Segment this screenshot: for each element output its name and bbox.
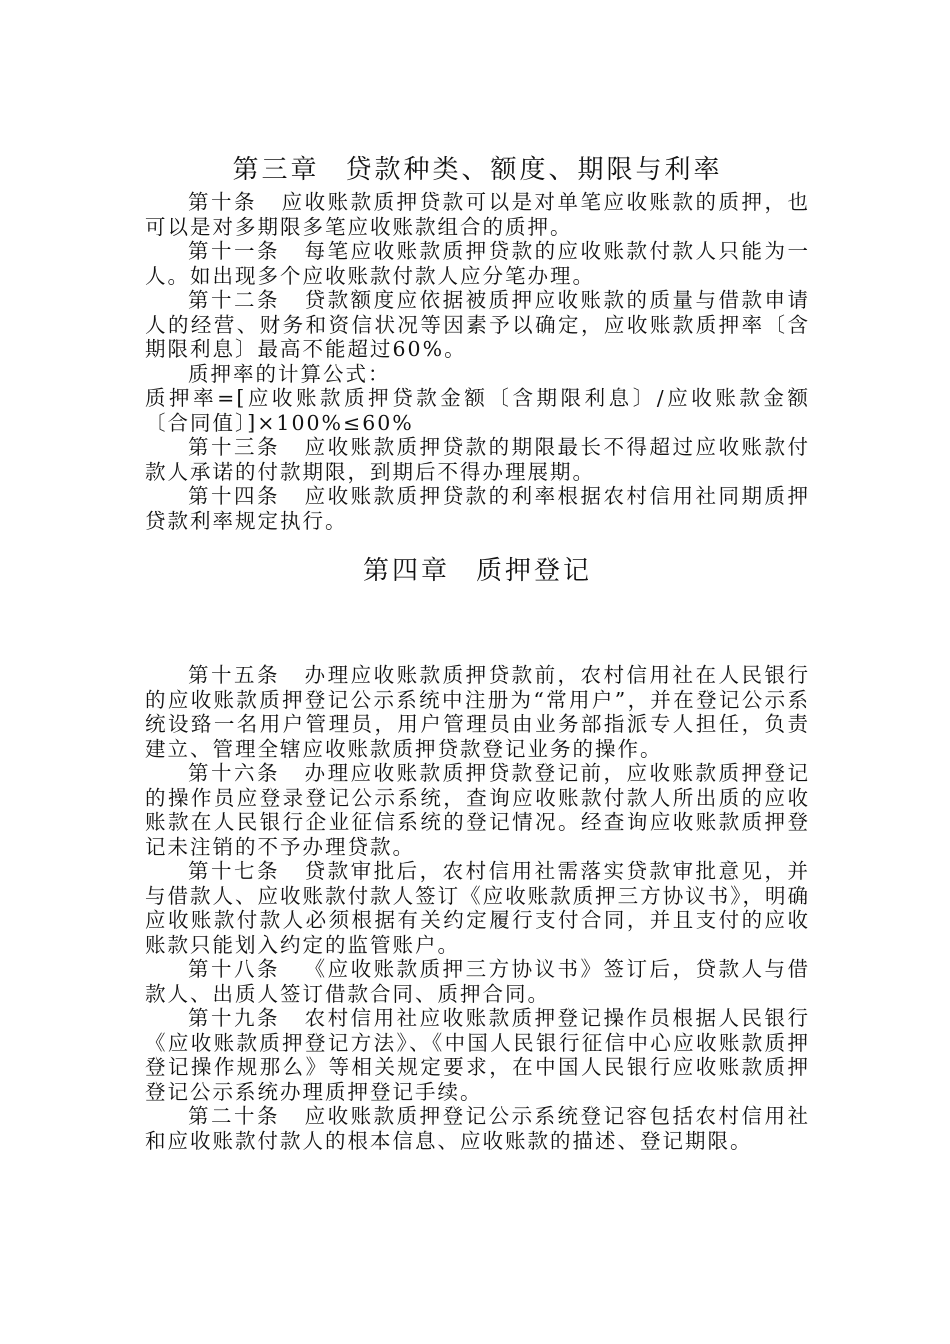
article-text: 农村信用社应收账款质押登记操作员根据人民银行《应收账款质押登记方法》、《中国人民银行征信中心应收账款质押登记操作规那么》等相关规定要求，在中国人民银行应收账款质押登记公示系统办理质押登记手续。 [145,1006,811,1104]
article-10 [145,190,810,239]
chapter-4-number: 第四章 [362,556,450,586]
article-text: 每笔应收账款质押贷款的应收账款付款人只能为一人。如出现多个应收账款付款人应分笔办理。 [145,239,811,288]
article-text: 办理应收账款质押贷款登记前，应收账款质押登记的操作员应登录登记公示系统，查询应收账款付款人所出质的应收账款在人民银行企业征信系统的登记情况。经查询应收账款质押登记未注销的不予办理贷款。 [145,761,811,859]
formula-line: 质押率=[应收账款质押贷款金额〔含期限利息〕/应收账款金额〔合同值〕]×100%≤60% [145,386,810,435]
article-label: 第十九条 [188,1006,281,1030]
article-text: 应收账款质押登记公示系统登记容包括农村信用社和应收账款付款人的根本信息、应收账款的描述、登记期限。 [145,1104,811,1153]
article-label: 第十五条 [188,663,281,687]
chapter-3-title [145,150,810,190]
article-label: 第十三条 [188,435,281,459]
article-text: 办理应收账款质押贷款前，农村信用社在人民银行的应收账款质押登记公示系统中注册为“常用户”，并在登记公示系统设臵一名用户管理员，用户管理员由业务部指派专人担任，负责建立、管理全辖应收账款质押贷款登记业务的操作。 [145,663,811,761]
article-label: 第二十条 [188,1104,281,1128]
article-14 [145,484,810,533]
article-label: 第十七条 [188,859,281,883]
article-text: 应收账款质押贷款的期限最长不得超过应收账款付款人承诺的付款期限，到期后不得办理展期。 [145,435,811,484]
article-text: 《应收账款质押三方协议书》签订后，贷款人与借款人、出质人签订借款合同、质押合同。 [145,957,811,1006]
article-label: 第十条 [188,190,258,214]
formula-intro: 质押率的计算公式： [188,361,391,386]
document-page [145,150,810,1153]
article-20 [145,1104,810,1153]
article-13 [145,435,810,484]
article-text: 贷款审批后，农村信用社需落实贷款审批意见，并与借款人、应收账款付款人签订《应收账款质押三方协议书》，明确应收账款付款人必须根据有关约定履行支付合同，并且支付的应收账款只能划入约定的监管账户。 [145,859,811,957]
article-19 [145,1006,810,1104]
article-16 [145,761,810,859]
chapter-3-number: 第三章 [232,155,320,185]
article-label: 第十一条 [188,239,281,263]
article-12 [145,288,810,362]
article-15 [145,663,810,761]
chapter-4-title [145,551,810,591]
article-11 [145,239,810,288]
article-text: 应收账款质押贷款的利率根据农村信用社同期质押贷款利率规定执行。 [145,484,811,533]
chapter-3-heading: 贷款种类、额度、期限与利率 [345,155,723,185]
article-label: 第十四条 [188,484,281,508]
article-text: 应收账款质押贷款可以是对单笔应收账款的质押，也可以是对多期限多笔应收账款组合的质押。 [145,190,810,239]
article-label: 第十八条 [188,957,281,981]
chapter-4-heading: 质押登记 [476,556,593,586]
article-label: 第十二条 [188,288,281,312]
article-text: 贷款额度应依据被质押应收账款的质量与借款申请人的经营、财务和资信状况等因素予以确定，应收账款质押率〔含期限利息〕最高不能超过60%。 [145,288,811,361]
article-label: 第十六条 [188,761,281,785]
article-17 [145,859,810,957]
article-18 [145,957,810,1006]
